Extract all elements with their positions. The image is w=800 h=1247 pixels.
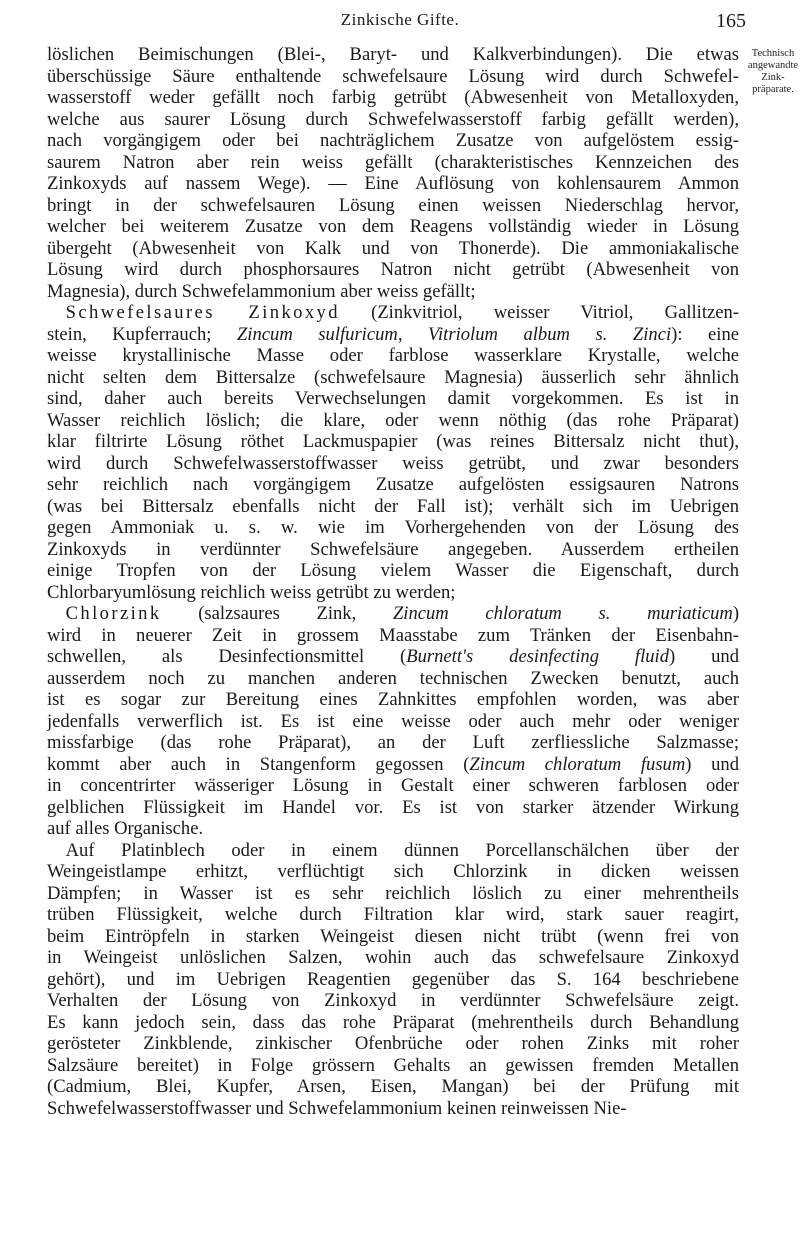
text-line: überschüssige Säure enthaltende schwefelsaure Lösung wird durch Schwefel-	[47, 65, 739, 87]
text-line: Es kann jedoch sein, dass das rohe Präparat (mehrentheils durch Behandlung	[47, 1011, 739, 1033]
text-line: löslichen Beimischungen (Blei-, Baryt- und Kalkverbindungen). Die etwas	[47, 44, 739, 65]
page-header	[0, 6, 800, 36]
text-line: gelblichen Flüssigkeit im Handel vor. Es ist von starker ätzender Wirkung	[47, 796, 739, 818]
term-heading: Chlorzink	[65, 603, 162, 624]
text-line: Chlorbaryumlösung reichlich weiss getrübt zu werden;	[47, 581, 456, 603]
text-line: in Weingeist unlöslichen Salzen, wohin auch das schwefelsaure Zinkoxyd	[47, 947, 739, 968]
text-line: Verhalten der Lösung von Zinkoxyd in verdünnter Schwefelsäure zeigt.	[47, 990, 739, 1011]
text-line: trüben Flüssigkeit, welche durch Filtration klar wird, stark sauer reagirt,	[47, 904, 739, 925]
text-line: gehört), und im Uebrigen Reagentien gegenüber das S. 164 beschriebene	[47, 968, 739, 990]
text-line: nach vorgängigem oder bei nachträglichem Zusatze von aufgelöstem essig-	[47, 130, 739, 151]
text-line: Magnesia), durch Schwefelammonium aber weiss gefällt;	[47, 280, 476, 302]
body-text	[47, 44, 739, 1119]
text-line: beim Eintröpfeln in starken Weingeist diesen nicht trübt (wenn frei von	[47, 925, 739, 947]
text-line: welcher bei weiterem Zusatze von dem Reagens vollständig wieder in Lösung	[47, 216, 739, 237]
text-line: ist es sogar zur Bereitung eines Zahnkittes empfohlen worden, was aber	[47, 689, 739, 710]
text-line: einige Tropfen von der Lösung vielem Wasser die Eigenschaft, durch	[47, 560, 739, 581]
text-line: klar filtrirte Lösung röthet Lackmuspapier (was reines Bittersalz nicht thut),	[47, 431, 739, 452]
paragraph-2	[47, 302, 739, 603]
text-line: welche aus saurer Lösung durch Schwefelwasserstoff farbig gefällt werden),	[47, 108, 739, 130]
text-line: (Cadmium, Blei, Kupfer, Arsen, Eisen, Mangan) bei der Prüfung mit	[47, 1076, 739, 1097]
text-line: Zinkoxyds in verdünnter Schwefelsäure angegeben. Ausserdem ertheilen	[47, 538, 739, 560]
margin-note-line: präparate.	[752, 84, 794, 95]
margin-note	[746, 48, 800, 96]
text-line: jedenfalls verwerflich ist. Es ist eine weisse oder auch mehr oder weniger	[47, 710, 739, 732]
text-line: wasserstoff weder gefällt noch farbig getrübt (Abwesenheit von Metalloxyden,	[47, 87, 739, 108]
running-title: Zinkische Gifte.	[340, 10, 460, 29]
text-line: ausserdem noch zu manchen anderen technischen Zwecken benutzt, auch	[47, 667, 739, 689]
text-line: weisse krystallinische Masse oder farblose wasserklare Krystalle, welche	[47, 345, 739, 366]
text-line: missfarbige (das rohe Präparat), an der Luft zerfliessliche Salzmasse;	[47, 732, 739, 753]
text-line: Auf Platinblech oder in einem dünnen Porcellanschälchen über der	[65, 839, 739, 861]
paragraph-3	[47, 603, 739, 840]
paragraph-4	[47, 840, 739, 1120]
text-line: gerösteter Zinkblende, zinkischer Ofenbrüche oder rohen Zinks mit roher	[47, 1033, 739, 1054]
text-line: Wasser reichlich löslich; die klare, oder wenn nöthig (das rohe Präparat)	[47, 409, 739, 431]
text-line: in concentrirter wässeriger Lösung in Gestalt einer schweren farblosen oder	[47, 775, 739, 796]
text-line: schwellen, als Desinfectionsmittel (Burnett's desinfecting fluid) und	[47, 646, 739, 667]
text-line: übergeht (Abwesenheit von Kalk und von Thonerde). Die ammoniakalische	[47, 237, 739, 259]
margin-note-line: Zink-	[761, 72, 785, 83]
term-heading: Schwefelsaures Zinkoxyd	[65, 302, 340, 323]
text-line: Schwefelwasserstoffwasser und Schwefelammonium keinen reinweissen Nie-	[47, 1097, 627, 1119]
text-line: saurem Natron aber rein weiss gefällt (charakteristisches Kennzeichen des	[47, 151, 739, 173]
page-number: 165	[716, 10, 746, 32]
text-line: Dämpfen; in Wasser ist es sehr reichlich löslich zu einer mehrentheils	[47, 882, 739, 904]
text-line: (was bei Bittersalz ebenfalls nicht der Fall ist); verhält sich im Uebrigen	[47, 495, 739, 517]
text-line: wird in neuerer Zeit in grossem Maasstabe zum Tränken der Eisenbahn-	[47, 624, 739, 646]
text-line: kommt aber auch in Stangenform gegossen (Zincum chloratum fusum) und	[47, 753, 739, 775]
text-line: Salzsäure bereitet) in Folge grössern Gehalts an gewissen fremden Metallen	[47, 1054, 739, 1076]
text-line: sind, daher auch bereits Verwechselungen damit vorgekommen. Es ist in	[47, 388, 739, 409]
paragraph-1	[47, 44, 739, 302]
margin-note-line: angewandte	[747, 60, 799, 71]
text-line: Zinkoxyds auf nassem Wege). — Eine Auflösung von kohlensaurem Ammon	[47, 173, 739, 194]
text-line: gegen Ammoniak u. s. w. wie im Vorhergehenden von der Lösung des	[47, 517, 739, 538]
text-line: Chlorzink (salzsaures Zink, Zincum chloratum s. muriaticum)	[65, 603, 739, 624]
text-line: bringt in der schwefelsauren Lösung einen weissen Niederschlag hervor,	[47, 194, 739, 216]
text-line: nicht selten dem Bittersalze (schwefelsaure Magnesia) äusserlich sehr ähnlich	[47, 366, 739, 388]
margin-note-line: Technisch	[751, 48, 795, 59]
text-line: sehr reichlich nach vorgängigem Zusatze aufgelösten essigsauren Natrons	[47, 474, 739, 495]
text-line: Lösung wird durch phosphorsaures Natron nicht getrübt (Abwesenheit von	[47, 259, 739, 280]
text-line: Schwefelsaures Zinkoxyd (Zinkvitriol, weisser Vitriol, Gallitzen-	[65, 302, 739, 323]
text-line: wird durch Schwefelwasserstoffwasser weiss getrübt, und zwar besonders	[47, 452, 739, 474]
text-line: auf alles Organische.	[47, 818, 204, 839]
text-line: stein, Kupferrauch; Zincum sulfuricum, Vitriolum album s. Zinci): eine	[47, 323, 739, 345]
text-line: Weingeistlampe erhitzt, verflüchtigt sich Chlorzink in dicken weissen	[47, 861, 739, 882]
